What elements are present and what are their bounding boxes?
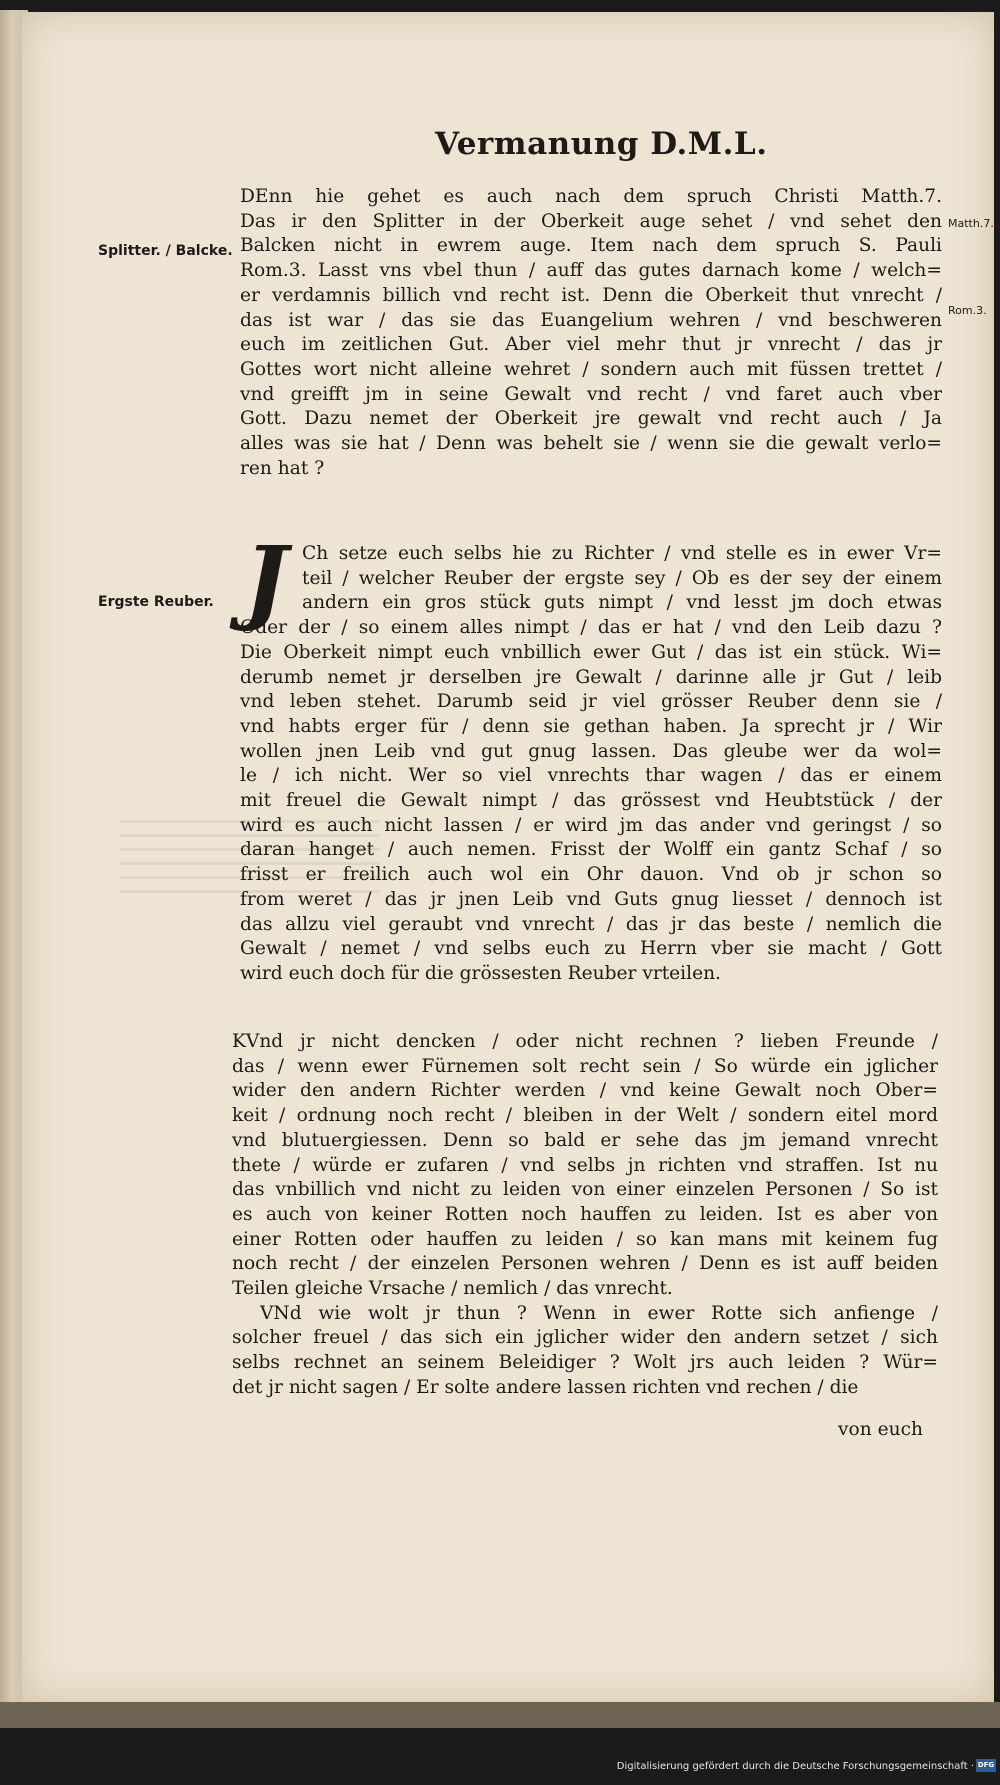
- text-line: derumb nemet jr derselben jre Gewalt / darinne alle jr Gut / leib: [240, 666, 942, 688]
- text-line: from weret / das jr jnen Leib vnd Guts gnug liesset / dennoch ist: [240, 888, 942, 910]
- text-line: das allzu viel geraubt vnd vnrecht / das jr das beste / nemlich die: [240, 913, 942, 935]
- text-line: wird euch doch für die grössesten Reuber vrteilen.: [240, 962, 721, 984]
- page-bottom-edge: [0, 1702, 1000, 1728]
- text-line: vnd habts erger für / denn sie gethan haben. Ja sprecht jr / Wir: [240, 715, 942, 737]
- text-line: det jr nicht sagen / Er solte andere lassen richten vnd rechen / die: [232, 1376, 859, 1398]
- paragraph-3: [232, 1030, 938, 1401]
- text-line: noch recht / der einzelen Personen wehren / Denn es ist auff beiden: [232, 1253, 938, 1275]
- marginal-ref-matth: Matth.7.: [948, 217, 994, 230]
- text-line: ren hat ?: [240, 457, 325, 479]
- marginal-note-splitter: Splitter. / Balcke.: [98, 243, 233, 259]
- text-line: keit / ordnung noch recht / bleiben in der Welt / sondern eitel mord: [232, 1105, 938, 1127]
- text-line: VNd wie wolt jr thun ? Wenn in ewer Rotte sich anfienge /: [260, 1302, 938, 1324]
- text-line: wollen jnen Leib vnd gut gnug lassen. Das gleube wer da wol=: [240, 740, 942, 762]
- page-title: Vermanung D.M.L.: [435, 126, 768, 162]
- marginal-note-ergste-reuber: Ergste Reuber.: [98, 594, 214, 610]
- text-line: andern ein gros stück guts nimpt / vnd lesst jm doch etwas: [302, 592, 942, 614]
- drop-cap-initial: J: [244, 526, 288, 634]
- text-line: mit freuel die Gewalt nimpt / das grössest vnd Heubtstück / der: [240, 790, 942, 812]
- text-line: das / wenn ewer Fürnemen solt recht sein / So würde ein jglicher: [232, 1055, 938, 1077]
- text-line: es auch von keiner Rotten noch hauffen zu leiden. Ist es aber von: [232, 1203, 938, 1225]
- paragraph-1: [240, 185, 942, 481]
- text-line: Balcken nicht in ewrem auge. Item nach dem spruch S. Pauli: [240, 235, 942, 257]
- text-line: Das ir den Splitter in der Oberkeit auge sehet / vnd sehet den: [240, 210, 942, 232]
- text-line: Gottes wort nicht alleine wehret / sondern auch mit füssen trettet /: [240, 358, 942, 380]
- text-line: wider den andern Richter werden / vnd keine Gewalt noch Ober=: [232, 1080, 938, 1102]
- text-line: thete / würde er zufaren / vnd selbs jn richten vnd straffen. Ist nu: [232, 1154, 938, 1176]
- text-line: selbs rechnet an seinem Beleidiger ? Wolt jrs auch leiden ? Wür=: [232, 1352, 938, 1374]
- text-line: daran hanget / auch nemen. Frisst der Wolff ein gantz Schaf / so: [240, 839, 942, 861]
- text-line: er verdamnis billich vnd recht ist. Denn die Oberkeit thut vnrecht /: [240, 284, 942, 306]
- text-line: Oder der / so einem alles nimpt / das er hat / vnd den Leib dazu ?: [240, 617, 942, 639]
- text-line: euch im zeitlichen Gut. Aber viel mehr thut jr vnrecht / das jr: [240, 334, 942, 356]
- dfg-logo: DFG: [976, 1759, 996, 1772]
- footer-bar: [0, 1728, 1000, 1785]
- text-line: le / ich nicht. Wer so viel vnrechts thar wagen / das er einem: [240, 765, 942, 787]
- text-line: Teilen gleiche Vrsache / nemlich / das vnrecht.: [232, 1278, 673, 1300]
- text-line: das vnbillich vnd nicht zu leiden von einer einzelen Personen / So ist: [232, 1179, 938, 1201]
- text-line: wird es auch nicht lassen / er wird jm das ander vnd geringst / so: [240, 814, 942, 836]
- text-line: solcher freuel / das sich ein jglicher wider den andern setzet / sich: [232, 1327, 938, 1349]
- text-line: KVnd jr nicht dencken / oder nicht rechnen ? lieben Freunde /: [232, 1031, 938, 1052]
- text-line: Gott. Dazu nemet der Oberkeit jre gewalt vnd recht auch / Ja: [240, 408, 942, 430]
- catchword: von euch: [838, 1419, 923, 1440]
- text-line: DEnn hie gehet es auch nach dem spruch Christi Matth.7.: [240, 186, 942, 207]
- text-line: Rom.3. Lasst vns vbel thun / auff das gutes darnach kome / welch=: [240, 260, 942, 282]
- text-line: einer Rotten oder hauffen zu leiden / so kan mans mit keinem fug: [232, 1228, 938, 1250]
- text-line: vnd blutuergiessen. Denn so bald er sehe das jm jemand vnrecht: [232, 1129, 938, 1151]
- text-line: Die Oberkeit nimpt euch vnbillich ewer Gut / das ist ein stück. Wi=: [240, 641, 942, 663]
- text-line: Gewalt / nemet / vnd selbs euch zu Herrn vber sie macht / Gott: [240, 938, 942, 960]
- text-line: das ist war / das sie das Euangelium wehren / vnd beschweren: [240, 309, 942, 331]
- text-line: frisst er freilich auch wol ein Ohr dauon. Vnd ob jr schon so: [240, 864, 942, 886]
- text-line: Ch setze euch selbs hie zu Richter / vnd stelle es in ewer Vr=: [302, 543, 942, 564]
- footer-credit: Digitalisierung gefördert durch die Deutsche Forschungsgemeinschaft ·: [616, 1761, 974, 1772]
- text-line: teil / welcher Reuber der ergste sey / Ob es der sey der einem: [302, 567, 942, 589]
- text-line: vnd greifft jm in seine Gewalt vnd recht / vnd faret auch vber: [240, 383, 942, 405]
- text-line: vnd leben stehet. Darumb seid jr viel grösser Reuber denn sie /: [240, 691, 942, 713]
- marginal-ref-rom: Rom.3.: [948, 304, 987, 317]
- text-line: alles was sie hat / Denn was behelt sie / wenn sie die gewalt verlo=: [240, 433, 942, 455]
- paragraph-2: [240, 542, 942, 987]
